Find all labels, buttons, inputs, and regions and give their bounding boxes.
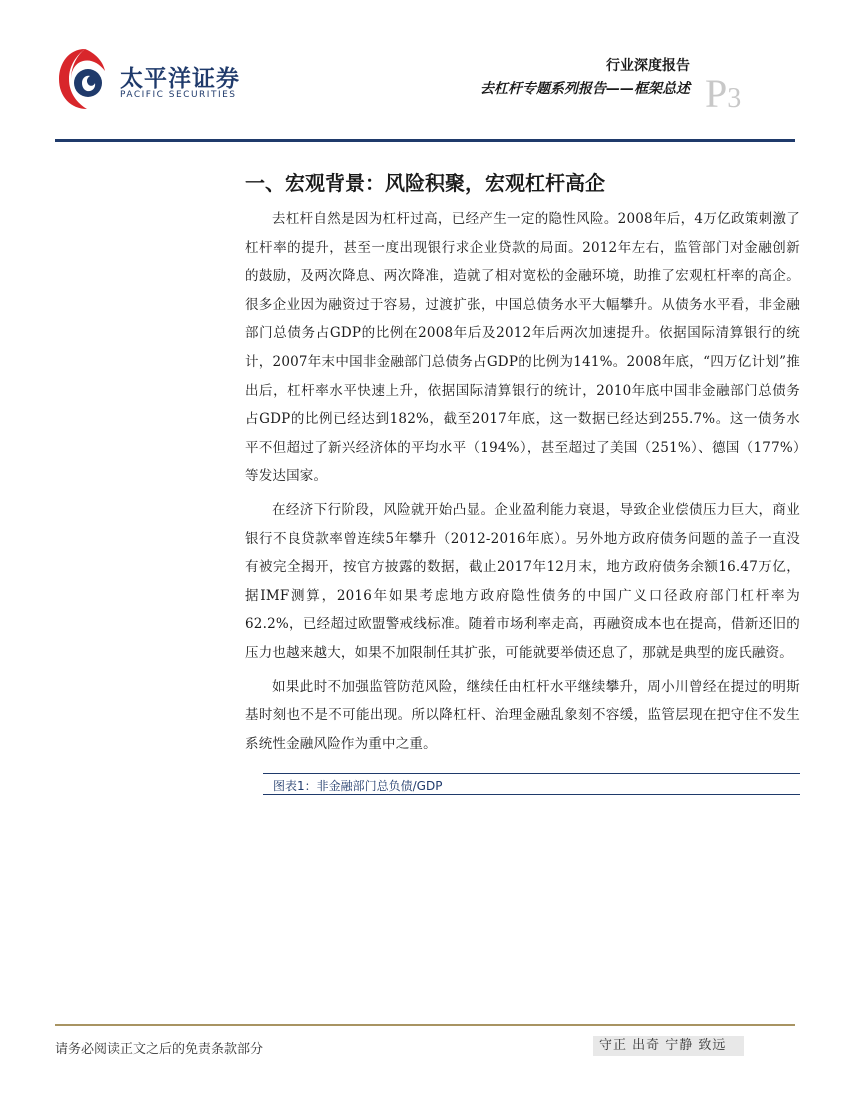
section-title: 一、宏观背景：风险积聚，宏观杠杆高企: [245, 171, 605, 195]
report-type-label: 行业深度报告: [606, 58, 690, 74]
brand-name-cn: 太平洋证券: [120, 66, 240, 92]
pacific-securities-logo-icon: [55, 45, 115, 113]
footer-divider: [55, 1024, 795, 1026]
report-series-title: 去杠杆专题系列报告——框架总述: [480, 81, 690, 97]
body-text: [245, 205, 800, 763]
page-header: [0, 0, 850, 145]
page-prefix: P: [705, 71, 728, 116]
paragraph: 如果此时不加强监管防范风险，继续任由杠杆水平继续攀升，周小川曾经在提过的明斯基时刻也不是不可能出现。所以降杠杆、治理金融乱象刻不容缓，监管层现在把守住不发生系统性金融风险作为重中之重。: [245, 678, 800, 752]
brand-name-en: PACIFIC SECURITIES: [120, 90, 237, 100]
page-number: [705, 70, 741, 117]
footer-motto: 守正 出奇 宁静 致远: [593, 1036, 744, 1056]
paragraph: 去杠杆自然是因为杠杆过高，已经产生一定的隐性风险。2008年后，4万亿政策刺激了杠杆率的提升，甚至一度出现银行求企业贷款的局面。2012年左右，监管部门对金融创新的鼓励，及两次降息、两次降准，造就了相对宽松的金融环境，助推了宏观杠杆率的高企。很多企业因为融资过于容易，过渡扩张，中国总债务水平大幅攀升。从债务水平看，非金融部门总债务占GDP的比例在2008年后及2012年后两次加速提升。依据国际清算银行的统计，2007年末中国非金融部门总债务占GDP的比例为141%。2008年底，“四万亿计划”推出后，杠杆率水平快速上升，依据国际清算银行的统计，2010年底中国非金融部门总债务占GDP的比例已经达到182%，截至2017年底，这一数据已经达到255.7%。这一债务水平不但超过了新兴经济体的平均水平（194%），甚至超过了美国（251%）、德国（177%）等发达国家。: [245, 211, 800, 485]
paragraph: 在经济下行阶段，风险就开始凸显。企业盈利能力衰退，导致企业偿债压力巨大，商业银行不良贷款率曾连续5年攀升（2012-2016年底）。另外地方政府债务问题的盖子一直没有被完全揭开，按官方披露的数据，截止2017年12月末，地方政府债务余额16.47万亿，据IMF测算，2016年如果考虑地方政府隐性债务的中国广义口径政府部门杠杆率为62.2%，已经超过欧盟警戒线标准。随着市场利率走高，再融资成本也在提高，借新还旧的压力也越来越大，如果不加限制任其扩张，可能就要举债还息了，那就是典型的庞氏融资。: [245, 501, 800, 661]
footer-disclaimer: 请务必阅读正文之后的免责条款部分: [55, 1042, 264, 1057]
figure-caption: 图表1：非金融部门总负债/GDP: [273, 779, 443, 793]
page-number-value: 3: [727, 83, 742, 114]
figure-caption-bar: [263, 773, 800, 795]
header-divider: [55, 139, 795, 142]
